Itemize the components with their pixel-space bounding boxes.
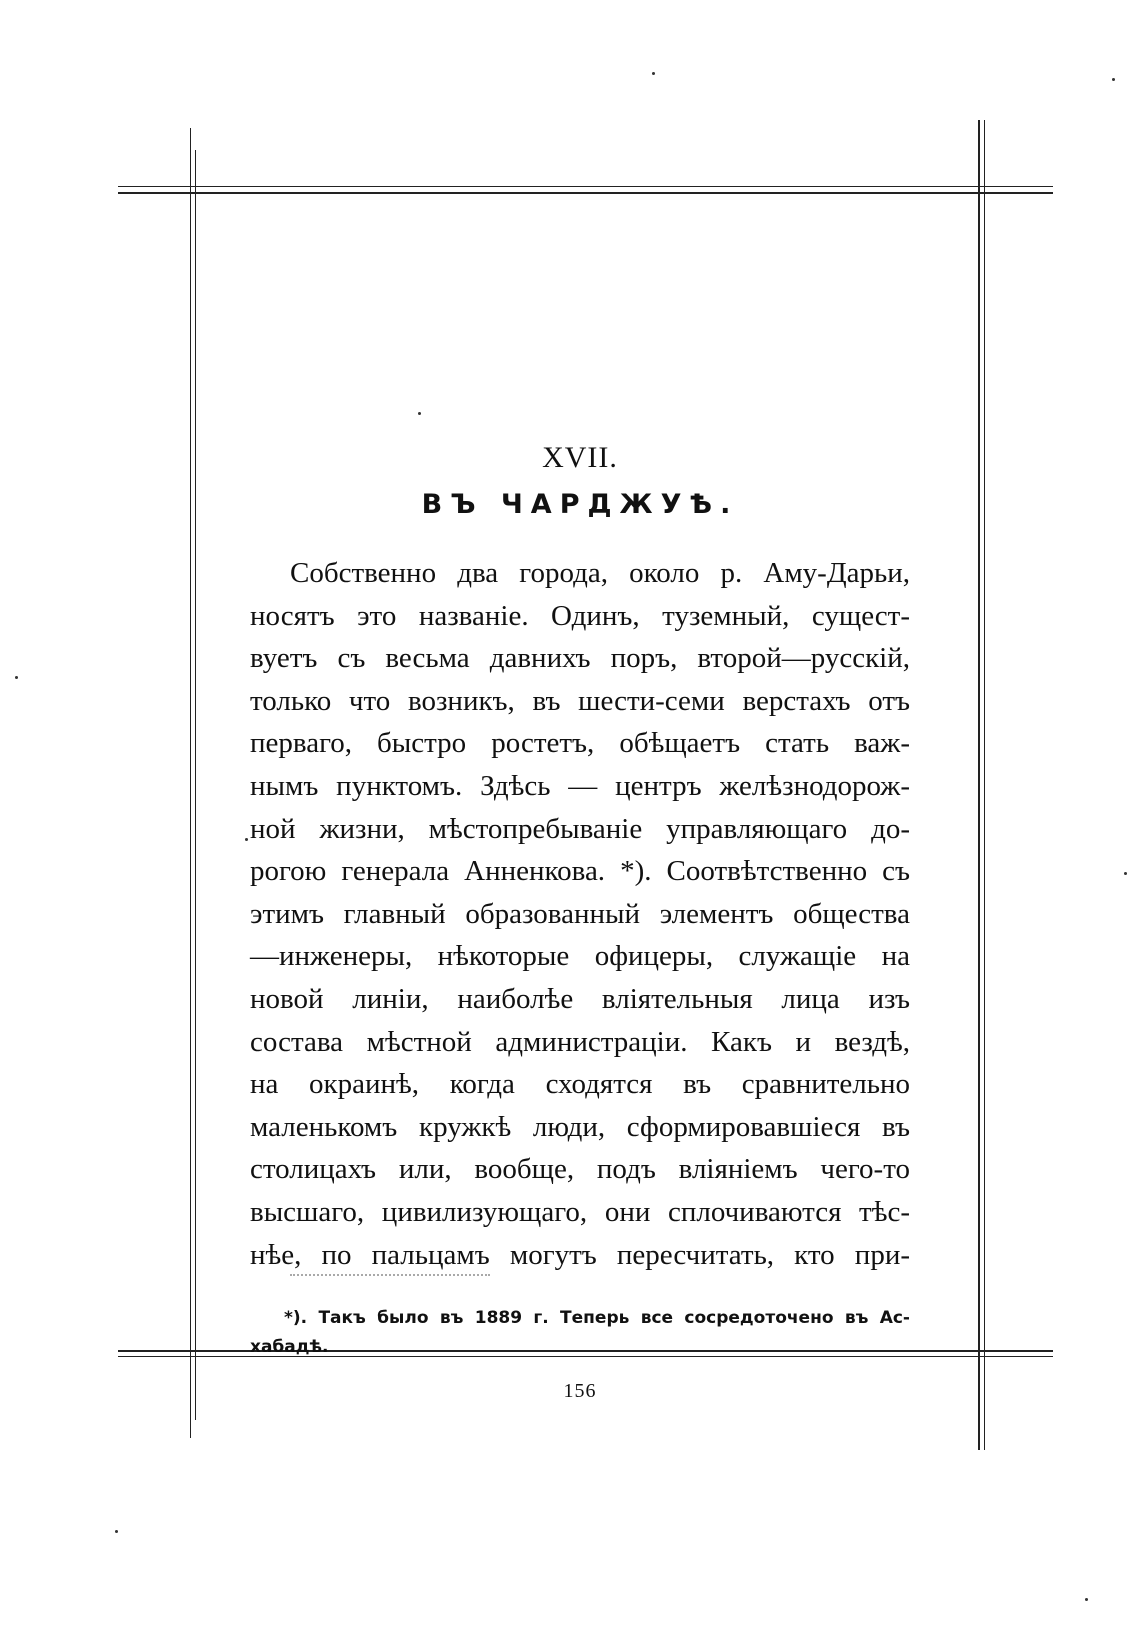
footnote-line: хабадѣ. bbox=[250, 1337, 329, 1358]
scan-speck bbox=[1124, 872, 1127, 875]
text-line: ной жизни, мѣстопребыванiе управляющаго до- bbox=[250, 812, 910, 845]
text-line: носятъ это названiе. Одинъ, туземный, сущест- bbox=[250, 599, 910, 632]
text-line: высшаго, цивилизующаго, они сплочиваются тѣс- bbox=[250, 1195, 910, 1228]
body-paragraph bbox=[250, 552, 910, 1276]
frame-right-rule-inner bbox=[984, 120, 985, 1450]
scan-speck bbox=[15, 676, 18, 679]
text-line: столицахъ или, вообще, подъ влiянiемъ чего-то bbox=[250, 1153, 910, 1186]
scan-speck bbox=[1085, 1598, 1088, 1601]
scan-speck bbox=[418, 412, 421, 415]
frame-top-rule-inner bbox=[118, 192, 1053, 194]
text-line: только что возникъ, въ шести-семи верстахъ отъ bbox=[250, 684, 910, 717]
scan-speck bbox=[652, 72, 655, 75]
frame-top-rule bbox=[118, 186, 1053, 187]
chapter-title: ВЪ ЧАРДЖУѢ. bbox=[421, 489, 739, 520]
text-line: этимъ главный образованный элементъ общества bbox=[250, 897, 910, 930]
scan-speck bbox=[115, 1530, 118, 1533]
text-line: состава мѣстной администрацiи. Какъ и вездѣ, bbox=[250, 1025, 910, 1058]
scan-speck bbox=[1112, 78, 1115, 81]
scan-speck bbox=[245, 838, 248, 841]
text-line: рогою генерала Анненкова. *). Соотвѣтственно съ bbox=[250, 855, 910, 888]
text-line: перваго, быстро ростетъ, обѣщаетъ стать важ- bbox=[250, 727, 910, 760]
footnote bbox=[250, 1304, 910, 1362]
text-line: нымъ пунктомъ. Здѣсь — центръ желѣзнодорож- bbox=[250, 769, 910, 802]
frame-right-rule bbox=[978, 120, 980, 1450]
text-line: нѣе, по пальцамъ могутъ пересчитать, кто при- bbox=[250, 1238, 910, 1271]
text-line: новой линiи, наиболѣе влiятельныя лица изъ bbox=[250, 982, 910, 1015]
frame-left-rule bbox=[190, 128, 191, 1438]
text-line: вуетъ съ весьма давнихъ поръ, второй—русскiй, bbox=[250, 642, 910, 675]
footnote-line: *). Такъ было въ 1889 г. Теперь все сосредоточено въ Ас- bbox=[284, 1308, 910, 1329]
text-line: Собственно два города, около р. Аму-Дарьи, bbox=[290, 557, 910, 589]
text-line: —инженеры, нѣкоторые офицеры, служащiе на bbox=[250, 940, 910, 973]
page-number: 156 bbox=[563, 1380, 597, 1403]
chapter-number: XVII. bbox=[542, 441, 618, 474]
page-content bbox=[250, 440, 910, 1403]
text-line: на окраинѣ, когда сходятся въ сравнительно bbox=[250, 1068, 910, 1101]
text-line: маленькомъ кружкѣ люди, сформировавшiеся въ bbox=[250, 1110, 910, 1143]
cut-off-line-remnant bbox=[290, 1274, 490, 1290]
frame-left-rule-inner bbox=[195, 150, 196, 1420]
